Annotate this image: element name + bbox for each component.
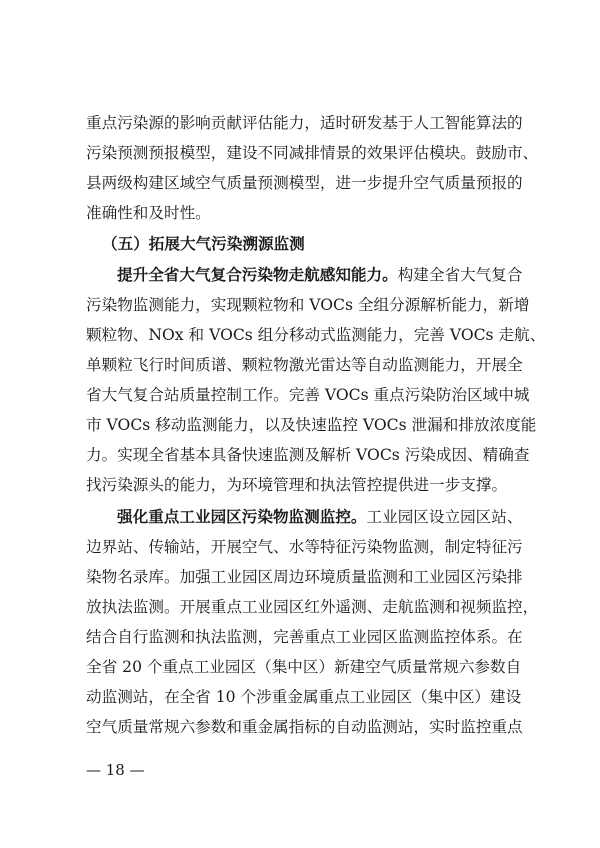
paragraph-3-line-6: 全省 20 个重点工业园区（集中区）新建空气质量常规六参数自 [86, 658, 522, 676]
paragraph-2-line-1 [117, 265, 523, 285]
paragraph-1-line-1: 重点污染源的影响贡献评估能力，适时研发基于人工智能算法的 [86, 114, 523, 132]
paragraph-1-line-2: 污染预测预报模型，建设不同减排情景的效果评估模块。鼓励市、 [86, 144, 539, 162]
paragraph-3-line-5: 结合自行监测和执法监测，完善重点工业园区监测监控体系。在 [86, 628, 523, 646]
paragraph-2-line-2: 污染物监测能力，实现颗粒物和 VOCs 全组分源解析能力，新增 [86, 296, 530, 314]
paragraph-2-line-1-rest: 构建全省大气复合 [397, 266, 523, 284]
paragraph-1-line-4: 准确性和及时性。 [86, 204, 211, 222]
section-heading: （五）拓展大气污染溯源监测 [102, 234, 305, 253]
paragraph-2-lead: 提升全省大气复合污染物走航感知能力。 [117, 265, 398, 284]
paragraph-3-line-8: 空气质量常规六参数和重金属指标的自动监测站，实时监控重点 [86, 718, 523, 736]
paragraph-3-line-4: 放执法监测。开展重点工业园区红外遥测、走航监测和视频监控， [86, 598, 539, 616]
paragraph-3-line-7: 动监测站，在全省 10 个涉重金属重点工业园区（集中区）建设 [86, 688, 522, 706]
paragraph-3-lead: 强化重点工业园区污染物监测监控。 [117, 507, 367, 526]
paragraph-2-line-8: 找污染源头的能力，为环境管理和执法管控提供进一步支撑。 [86, 476, 508, 494]
paragraph-2-line-7: 力。实现全省基本具备快速监测及解析 VOCs 污染成因、精确查 [86, 446, 530, 464]
paragraph-3-line-1 [117, 507, 523, 527]
paragraph-2-line-5: 省大气复合站质量控制工作。完善 VOCs 重点污染防治区域中城 [86, 386, 530, 404]
paragraph-3-line-1-rest: 工业园区设立园区站、 [366, 508, 523, 526]
paragraph-3-line-3: 染物名录库。加强工业园区周边环境质量监测和工业园区污染排 [86, 568, 523, 586]
paragraph-3-line-2: 边界站、传输站，开展空气、水等特征污染物监测，制定特征污 [86, 538, 523, 556]
paragraph-2-line-6: 市 VOCs 移动监测能力，以及快速监控 VOCs 泄漏和排放浓度能 [86, 416, 537, 434]
paragraph-2-line-3: 颗粒物、NOx 和 VOCs 组分移动式监测能力，完善 VOCs 走航、 [86, 326, 546, 344]
page-number: — 18 — [86, 761, 145, 779]
paragraph-2-line-4: 单颗粒飞行时间质谱、颗粒物激光雷达等自动监测能力，开展全 [86, 356, 523, 374]
paragraph-1-line-3: 县两级构建区域空气质量预测模型，进一步提升空气质量预报的 [86, 174, 523, 192]
